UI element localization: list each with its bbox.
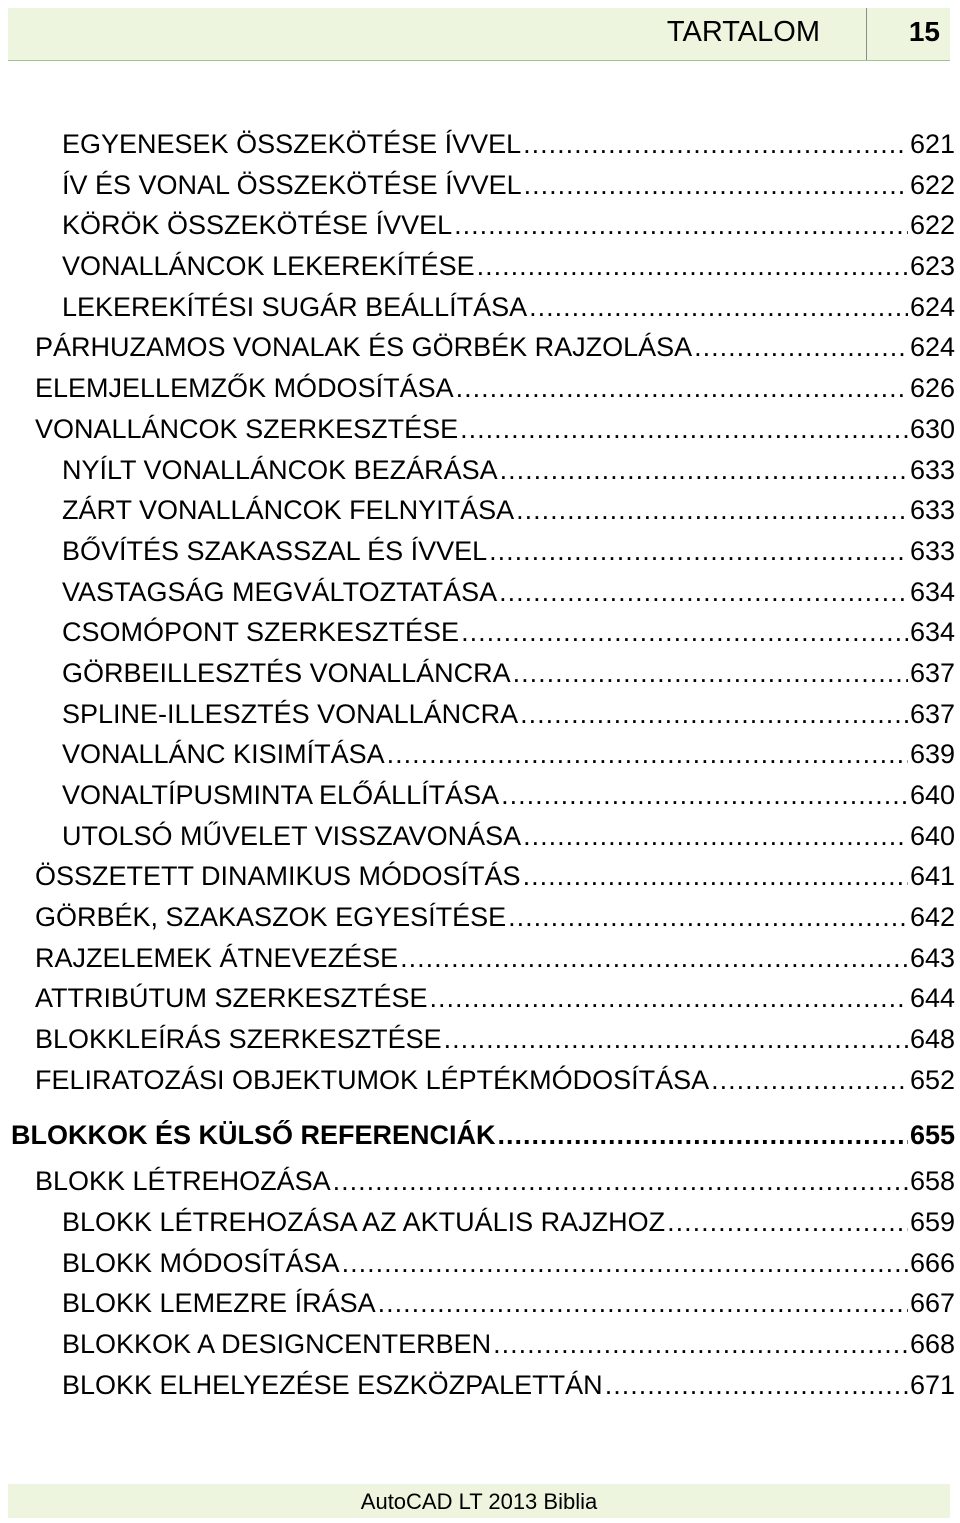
toc-entry-page: 637 xyxy=(909,657,955,688)
toc-entry-page: 623 xyxy=(909,251,955,282)
toc-entry[interactable] xyxy=(0,246,960,287)
toc-entry[interactable] xyxy=(0,734,960,775)
toc-entry-title: PÁRHUZAMOS VONALAK ÉS GÖRBÉK RAJZOLÁSA xyxy=(35,332,693,363)
toc-dot-leader xyxy=(523,856,908,896)
toc-entry-page: 633 xyxy=(909,535,955,566)
toc-entry-title: BLOKK MÓDOSÍTÁSA xyxy=(62,1247,340,1278)
toc-dot-leader xyxy=(516,490,908,530)
toc-entry-title: BLOKKOK A DESIGNCENTERBEN xyxy=(62,1328,492,1359)
toc-entry-title: ZÁRT VONALLÁNCOK FELNYITÁSA xyxy=(62,495,515,526)
toc-entry[interactable] xyxy=(0,572,960,613)
toc-entry[interactable] xyxy=(0,1324,960,1365)
toc-entry-page: 640 xyxy=(909,820,955,851)
table-of-contents xyxy=(0,124,960,1405)
toc-dot-leader xyxy=(456,368,908,408)
toc-entry[interactable] xyxy=(0,653,960,694)
toc-entry-title: VONALLÁNCOK LEKEREKÍTÉSE xyxy=(62,251,475,282)
toc-entry-page: 634 xyxy=(909,576,955,607)
page-number: 15 xyxy=(908,16,940,47)
toc-entry[interactable] xyxy=(0,856,960,897)
toc-entry-title: ÖSSZETETT DINAMIKUS MÓDOSÍTÁS xyxy=(35,861,521,892)
toc-entry[interactable] xyxy=(0,124,960,165)
toc-entry-title: BLOKK LEMEZRE ÍRÁSA xyxy=(62,1288,376,1319)
toc-entry[interactable] xyxy=(0,490,960,531)
toc-entry[interactable] xyxy=(0,287,960,328)
toc-dot-leader xyxy=(500,450,908,490)
toc-entry-page: 643 xyxy=(909,942,955,973)
toc-entry[interactable] xyxy=(0,165,960,206)
toc-dot-leader xyxy=(520,694,908,734)
toc-dot-leader xyxy=(499,572,908,612)
toc-dot-leader xyxy=(513,653,908,693)
toc-entry-page: 624 xyxy=(909,291,955,322)
toc-entry[interactable] xyxy=(0,978,960,1019)
toc-entry-page: 639 xyxy=(909,739,955,770)
toc-dot-leader xyxy=(501,775,908,815)
header-divider xyxy=(866,8,867,60)
toc-entry-title: BLOKK LÉTREHOZÁSA AZ AKTUÁLIS RAJZHOZ xyxy=(62,1206,666,1237)
toc-entry[interactable] xyxy=(0,368,960,409)
toc-dot-leader xyxy=(523,816,908,856)
toc-entry[interactable] xyxy=(0,1365,960,1406)
toc-entry[interactable] xyxy=(0,775,960,816)
toc-entry-title: EGYENESEK ÖSSZEKÖTÉSE ÍVVEL xyxy=(62,129,522,159)
toc-entry[interactable] xyxy=(0,938,960,979)
toc-entry[interactable] xyxy=(0,1283,960,1324)
toc-entry[interactable] xyxy=(0,897,960,938)
toc-entry-page: 648 xyxy=(909,1024,955,1055)
page-footer xyxy=(8,1484,950,1518)
toc-entry-title: BLOKKLEÍRÁS SZERKESZTÉSE xyxy=(35,1024,442,1055)
toc-entry-title: BLOKK ELHELYEZÉSE ESZKÖZPALETTÁN xyxy=(62,1369,603,1400)
toc-entry-title: LEKEREKÍTÉSI SUGÁR BEÁLLÍTÁSA xyxy=(62,291,528,322)
toc-entry-title: ATTRIBÚTUM SZERKESZTÉSE xyxy=(35,983,428,1014)
toc-dot-leader xyxy=(605,1365,908,1405)
toc-entry-title: BLOKK LÉTREHOZÁSA xyxy=(35,1166,331,1197)
toc-entry-page: 622 xyxy=(909,210,955,241)
toc-dot-leader xyxy=(508,897,908,937)
toc-dot-leader xyxy=(342,1243,908,1283)
toc-entry[interactable] xyxy=(0,1243,960,1284)
toc-entry-page: 655 xyxy=(909,1119,955,1150)
toc-entry[interactable] xyxy=(0,1060,960,1101)
toc-entry-page: 633 xyxy=(909,454,955,485)
footer-text: AutoCAD LT 2013 Biblia xyxy=(360,1489,598,1514)
toc-dot-leader xyxy=(711,1060,908,1100)
toc-entry-title: VONALLÁNCOK SZERKESZTÉSE xyxy=(35,413,459,444)
toc-entry-title: KÖRÖK ÖSSZEKÖTÉSE ÍVVEL xyxy=(62,210,453,241)
toc-entry-page: 644 xyxy=(909,983,955,1014)
toc-entry-title: VASTAGSÁG MEGVÁLTOZTATÁSA xyxy=(62,576,498,607)
toc-entry-page: 642 xyxy=(909,902,955,933)
toc-dot-leader xyxy=(333,1161,908,1201)
toc-entry-page: 637 xyxy=(909,698,955,729)
toc-entry-page: 652 xyxy=(909,1064,955,1095)
toc-entry-page: 659 xyxy=(909,1206,955,1237)
toc-entry[interactable] xyxy=(0,694,960,735)
toc-entry-title: GÖRBEILLESZTÉS VONALLÁNCRA xyxy=(62,657,511,688)
toc-dot-leader xyxy=(387,734,908,774)
toc-entry-title: BLOKKOK ÉS KÜLSŐ REFERENCIÁK xyxy=(11,1119,496,1150)
toc-entry-title: BŐVÍTÉS SZAKASSZAL ÉS ÍVVEL xyxy=(62,535,488,566)
toc-dot-leader xyxy=(461,612,908,652)
toc-entry-page: 667 xyxy=(909,1288,955,1319)
toc-entry-page: 666 xyxy=(909,1247,955,1278)
toc-entry-title: FELIRATOZÁSI OBJEKTUMOK LÉPTÉKMÓDOSÍTÁSA xyxy=(35,1064,710,1095)
toc-dot-leader xyxy=(523,124,908,164)
toc-entry-page: 641 xyxy=(909,861,955,892)
toc-entry-title: GÖRBÉK, SZAKASZOK EGYESÍTÉSE xyxy=(35,902,507,933)
toc-entry[interactable] xyxy=(0,1161,960,1202)
toc-entry[interactable] xyxy=(0,1019,960,1060)
toc-entry[interactable] xyxy=(0,816,960,857)
toc-entry-title: RAJZELEMEK ÁTNEVEZÉSE xyxy=(35,942,399,973)
toc-entry-title: SPLINE-ILLESZTÉS VONALLÁNCRA xyxy=(62,698,519,729)
toc-dot-leader xyxy=(489,531,908,571)
toc-entry-page: 671 xyxy=(909,1369,955,1400)
toc-entry-title: CSOMÓPONT SZERKESZTÉSE xyxy=(62,617,460,648)
toc-entry-page: 624 xyxy=(909,332,955,363)
toc-entry-title: ELEMJELLEMZŐK MÓDOSÍTÁSA xyxy=(35,373,454,404)
toc-entry-page: 626 xyxy=(909,373,955,404)
toc-dot-leader xyxy=(400,938,908,978)
toc-entry-page: 621 xyxy=(909,129,955,159)
toc-dot-leader xyxy=(493,1324,908,1364)
toc-dot-leader xyxy=(524,165,908,205)
toc-dot-leader xyxy=(378,1283,908,1323)
toc-entry-page: 630 xyxy=(909,413,955,444)
toc-entry-title: NYÍLT VONALLÁNCOK BEZÁRÁSA xyxy=(62,454,498,485)
toc-dot-leader xyxy=(477,246,908,286)
toc-entry[interactable] xyxy=(0,409,960,450)
toc-entry[interactable] xyxy=(0,612,960,653)
toc-entry-title: VONALTÍPUSMINTA ELŐÁLLÍTÁSA xyxy=(62,780,500,810)
toc-dot-leader xyxy=(430,978,908,1018)
toc-entry[interactable] xyxy=(0,205,960,246)
toc-dot-leader xyxy=(460,409,908,449)
toc-entry-page: 640 xyxy=(909,780,955,810)
toc-entry-page: 622 xyxy=(909,169,955,200)
toc-entry-page: 634 xyxy=(909,617,955,648)
toc-entry-page: 658 xyxy=(909,1166,955,1197)
header-title: TARTALOM xyxy=(666,16,820,48)
toc-entry-title: VONALLÁNC KISIMÍTÁSA xyxy=(62,739,385,770)
toc-dot-leader xyxy=(454,205,908,245)
toc-entry[interactable] xyxy=(0,1115,960,1156)
toc-entry[interactable] xyxy=(0,1202,960,1243)
toc-entry-page: 668 xyxy=(909,1328,955,1359)
toc-entry[interactable] xyxy=(0,531,960,572)
toc-entry-title: ÍV ÉS VONAL ÖSSZEKÖTÉSE ÍVVEL xyxy=(62,169,522,200)
toc-dot-leader xyxy=(444,1019,908,1059)
toc-entry[interactable] xyxy=(0,450,960,491)
toc-dot-leader xyxy=(529,287,908,327)
toc-entry-page: 633 xyxy=(909,495,955,526)
toc-dot-leader xyxy=(667,1202,908,1242)
page-header xyxy=(8,8,950,61)
toc-dot-leader xyxy=(498,1115,908,1155)
toc-dot-leader xyxy=(694,327,908,367)
toc-entry[interactable] xyxy=(0,327,960,368)
toc-entry-title: UTOLSÓ MŰVELET VISSZAVONÁSA xyxy=(62,820,522,851)
